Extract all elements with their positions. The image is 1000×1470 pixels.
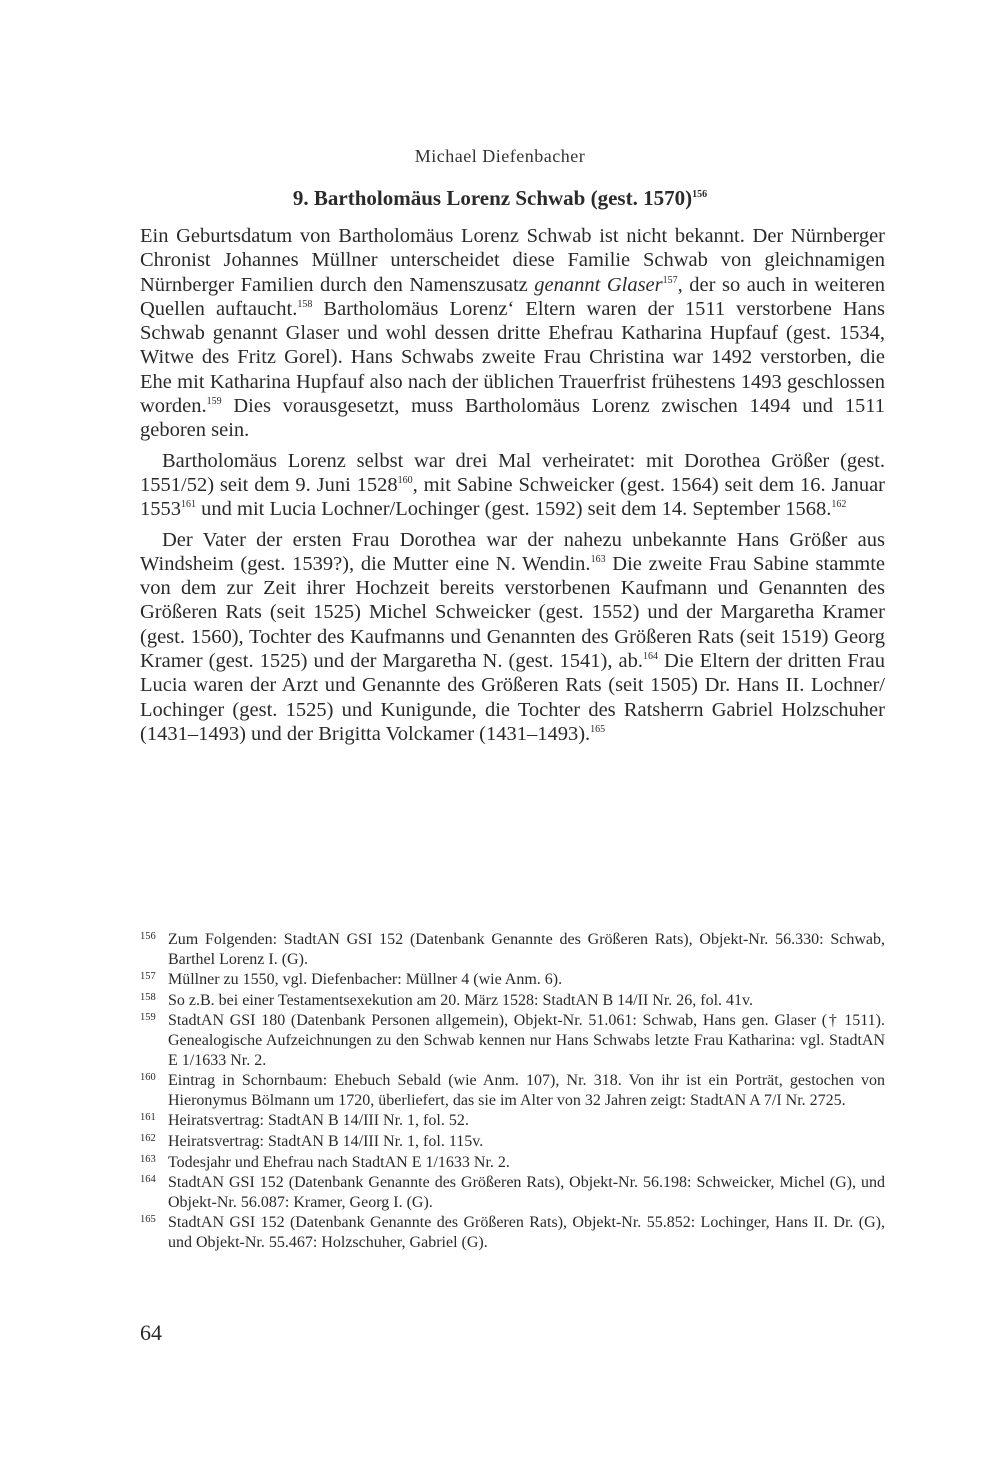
footnote <box>140 1173 885 1212</box>
footnote <box>140 1213 885 1252</box>
footnote-number: 162 <box>140 1132 156 1144</box>
footnote-text: Müllner zu 1550, vgl. Diefenbacher: Müllner 4 (wie Anm. 6). <box>168 971 563 989</box>
text-run: Bartholomäus Lorenz‘ Eltern waren der 1511 verstorbene Hans Schwab genannt Glaser und wohl dessen dritte Ehefrau Katharina Hupfauf (gest. 1534, Witwe des Fritz Gorel). Hans Schwabs zweite Frau Christina war 1492 verstorben, die Ehe mit Katharina Hupfauf also nach der üblichen Trauerfrist frühestens 1493 geschlossen worden. <box>140 297 885 418</box>
footnote <box>140 1071 885 1110</box>
footnote-number: 161 <box>140 1112 156 1124</box>
text-run: , der so auch in weiteren Quellen auftaucht. <box>140 273 885 320</box>
footnote-text: StadtAN GSI 180 (Datenbank Personen allgemein), Objekt-Nr. 51.061: Schwab, Hans gen. Glaser († 1511). Genealogische Aufzeichnungen zu den Schwab kennen nur Hans Schwabs letzte Frau Katharina: vgl. StadtAN E 1/1633 Nr. 2. <box>168 1012 885 1069</box>
footnote <box>140 970 885 990</box>
footnote-number: 160 <box>140 1072 156 1084</box>
footnote-number: 156 <box>140 931 156 942</box>
text-run: Dies vorausgesetzt, muss Bartholomäus Lorenz zwischen 1494 und 1511 geboren sein. <box>140 395 885 442</box>
paragraph <box>140 528 885 747</box>
footnote-ref: 157 <box>662 274 678 286</box>
text-run: Der Vater der ersten Frau Dorothea war der nahezu unbekannte Hans Größer aus Windsheim (gest. 1539?), die Mutter eine N. Wendin. <box>140 528 885 575</box>
italic-text-run: genannt Glaser <box>534 273 663 296</box>
text-run: Ein Geburtsdatum von Bartholomäus Lorenz Schwab ist nicht bekannt. Der Nürnberger Chronist Johannes Müllner unterscheidet diese Familie Schwab von gleichnamigen Nürnberger Familien durch den Namenszusatz <box>140 225 885 296</box>
footnote-number: 164 <box>140 1174 156 1186</box>
text-run: und mit Lucia Lochner/Lochinger (gest. 1592) seit dem 14. September 1568. <box>196 498 832 521</box>
footnote <box>140 930 885 969</box>
section-heading <box>0 186 1000 211</box>
text-run: Bartholomäus Lorenz selbst war drei Mal verheiratet: mit Dorothea Größer (gest. 1551/52) seit dem 9. Juni 1528 <box>140 449 885 496</box>
footnote <box>140 991 885 1011</box>
footnote-text: Eintrag in Schornbaum: Ehebuch Sebald (wie Anm. 107), Nr. 318. Von ihr ist ein Porträt, gestochen von Hieronymus Bölmann um 1720, überliefert, das sie im Alter von 32 Jahren zeigt: StadtAN A 7/I Nr. 2725. <box>168 1072 885 1109</box>
footnote-text: StadtAN GSI 152 (Datenbank Genannte des Größeren Rats), Objekt-Nr. 55.852: Lochinger, Hans II. Dr. (G), und Objekt-Nr. 55.467: Holzschuher, Gabriel (G). <box>168 1214 885 1251</box>
text-run: Die Eltern der dritten Frau Lucia waren der Arzt und Genannte des Größeren Rats (seit 1505) Dr. Hans II. Lochner/ Lochinger (gest. 1525) und Kunigunde, die Tochter des Ratsherrn Gabriel Holzschuher (1431–1493) und der Brigitta Volckamer (1431–1493). <box>140 650 886 745</box>
footnote-text: Heiratsvertrag: StadtAN B 14/III Nr. 1, fol. 115v. <box>168 1132 484 1150</box>
footnote-ref: 156 <box>692 189 708 200</box>
footnote-number: 163 <box>140 1153 156 1165</box>
footnote-number: 159 <box>140 1012 156 1024</box>
footnote-ref: 158 <box>297 299 313 311</box>
body-text <box>140 224 885 746</box>
footnotes <box>140 930 885 1254</box>
running-head: Michael Diefenbacher <box>414 146 586 166</box>
footnote-text: Todesjahr und Ehefrau nach StadtAN E 1/1633 Nr. 2. <box>168 1153 510 1171</box>
footnote-text: StadtAN GSI 152 (Datenbank Genannte des Größeren Rats), Objekt-Nr. 56.198: Schweicker, Michel (G), und Objekt-Nr. 56.087: Kramer, Georg I. (G). <box>168 1174 885 1211</box>
footnote <box>140 1153 885 1173</box>
footnote-number: 158 <box>140 991 156 1003</box>
heading-text: 9. Bartholomäus Lorenz Schwab (gest. 1570) <box>292 186 693 210</box>
footnote-text: Heiratsvertrag: StadtAN B 14/III Nr. 1, fol. 52. <box>168 1112 469 1130</box>
page-number: 64 <box>140 1320 162 1345</box>
footnote-ref: 164 <box>642 651 658 663</box>
footnote-ref: 162 <box>831 499 847 511</box>
footnote-ref: 159 <box>206 396 222 408</box>
footnote-text: Zum Folgenden: StadtAN GSI 152 (Datenbank Genannte des Größeren Rats), Objekt-Nr. 56.330: Schwab, Barthel Lorenz I. (G). <box>168 931 885 968</box>
footnote-number: 165 <box>140 1214 156 1226</box>
footnote-ref: 161 <box>181 499 196 511</box>
footnote <box>140 1111 885 1131</box>
footnote <box>140 1132 885 1152</box>
footnote-ref: 165 <box>590 724 606 736</box>
footnote-ref: 160 <box>397 475 413 487</box>
paragraph <box>140 449 885 522</box>
text-run: , mit Sabine Schweicker (gest. 1564) seit dem 16. Januar 1553 <box>140 473 885 521</box>
paragraph <box>140 224 885 443</box>
text-run: Die zweite Frau Sabine stammte von dem zur Zeit ihrer Hochzeit bereits verstorbenen Kaufmann und Genannten des Größeren Rats (seit 1525) Michel Schweicker (gest. 1552) und der Margaretha Kramer (gest. 1560), Tochter des Kaufmanns und Genannten des Größeren Rats (seit 1519) Georg Kramer (gest. 1525) und der Margaretha N. (gest. 1541), ab. <box>140 552 885 673</box>
footnote <box>140 1011 885 1070</box>
footnote-ref: 163 <box>590 554 606 566</box>
footnote-text: So z.B. bei einer Testamentsexekution am 20. März 1528: StadtAN B 14/II Nr. 26, fol. 41v. <box>168 991 754 1009</box>
footnote-number: 157 <box>140 971 156 983</box>
